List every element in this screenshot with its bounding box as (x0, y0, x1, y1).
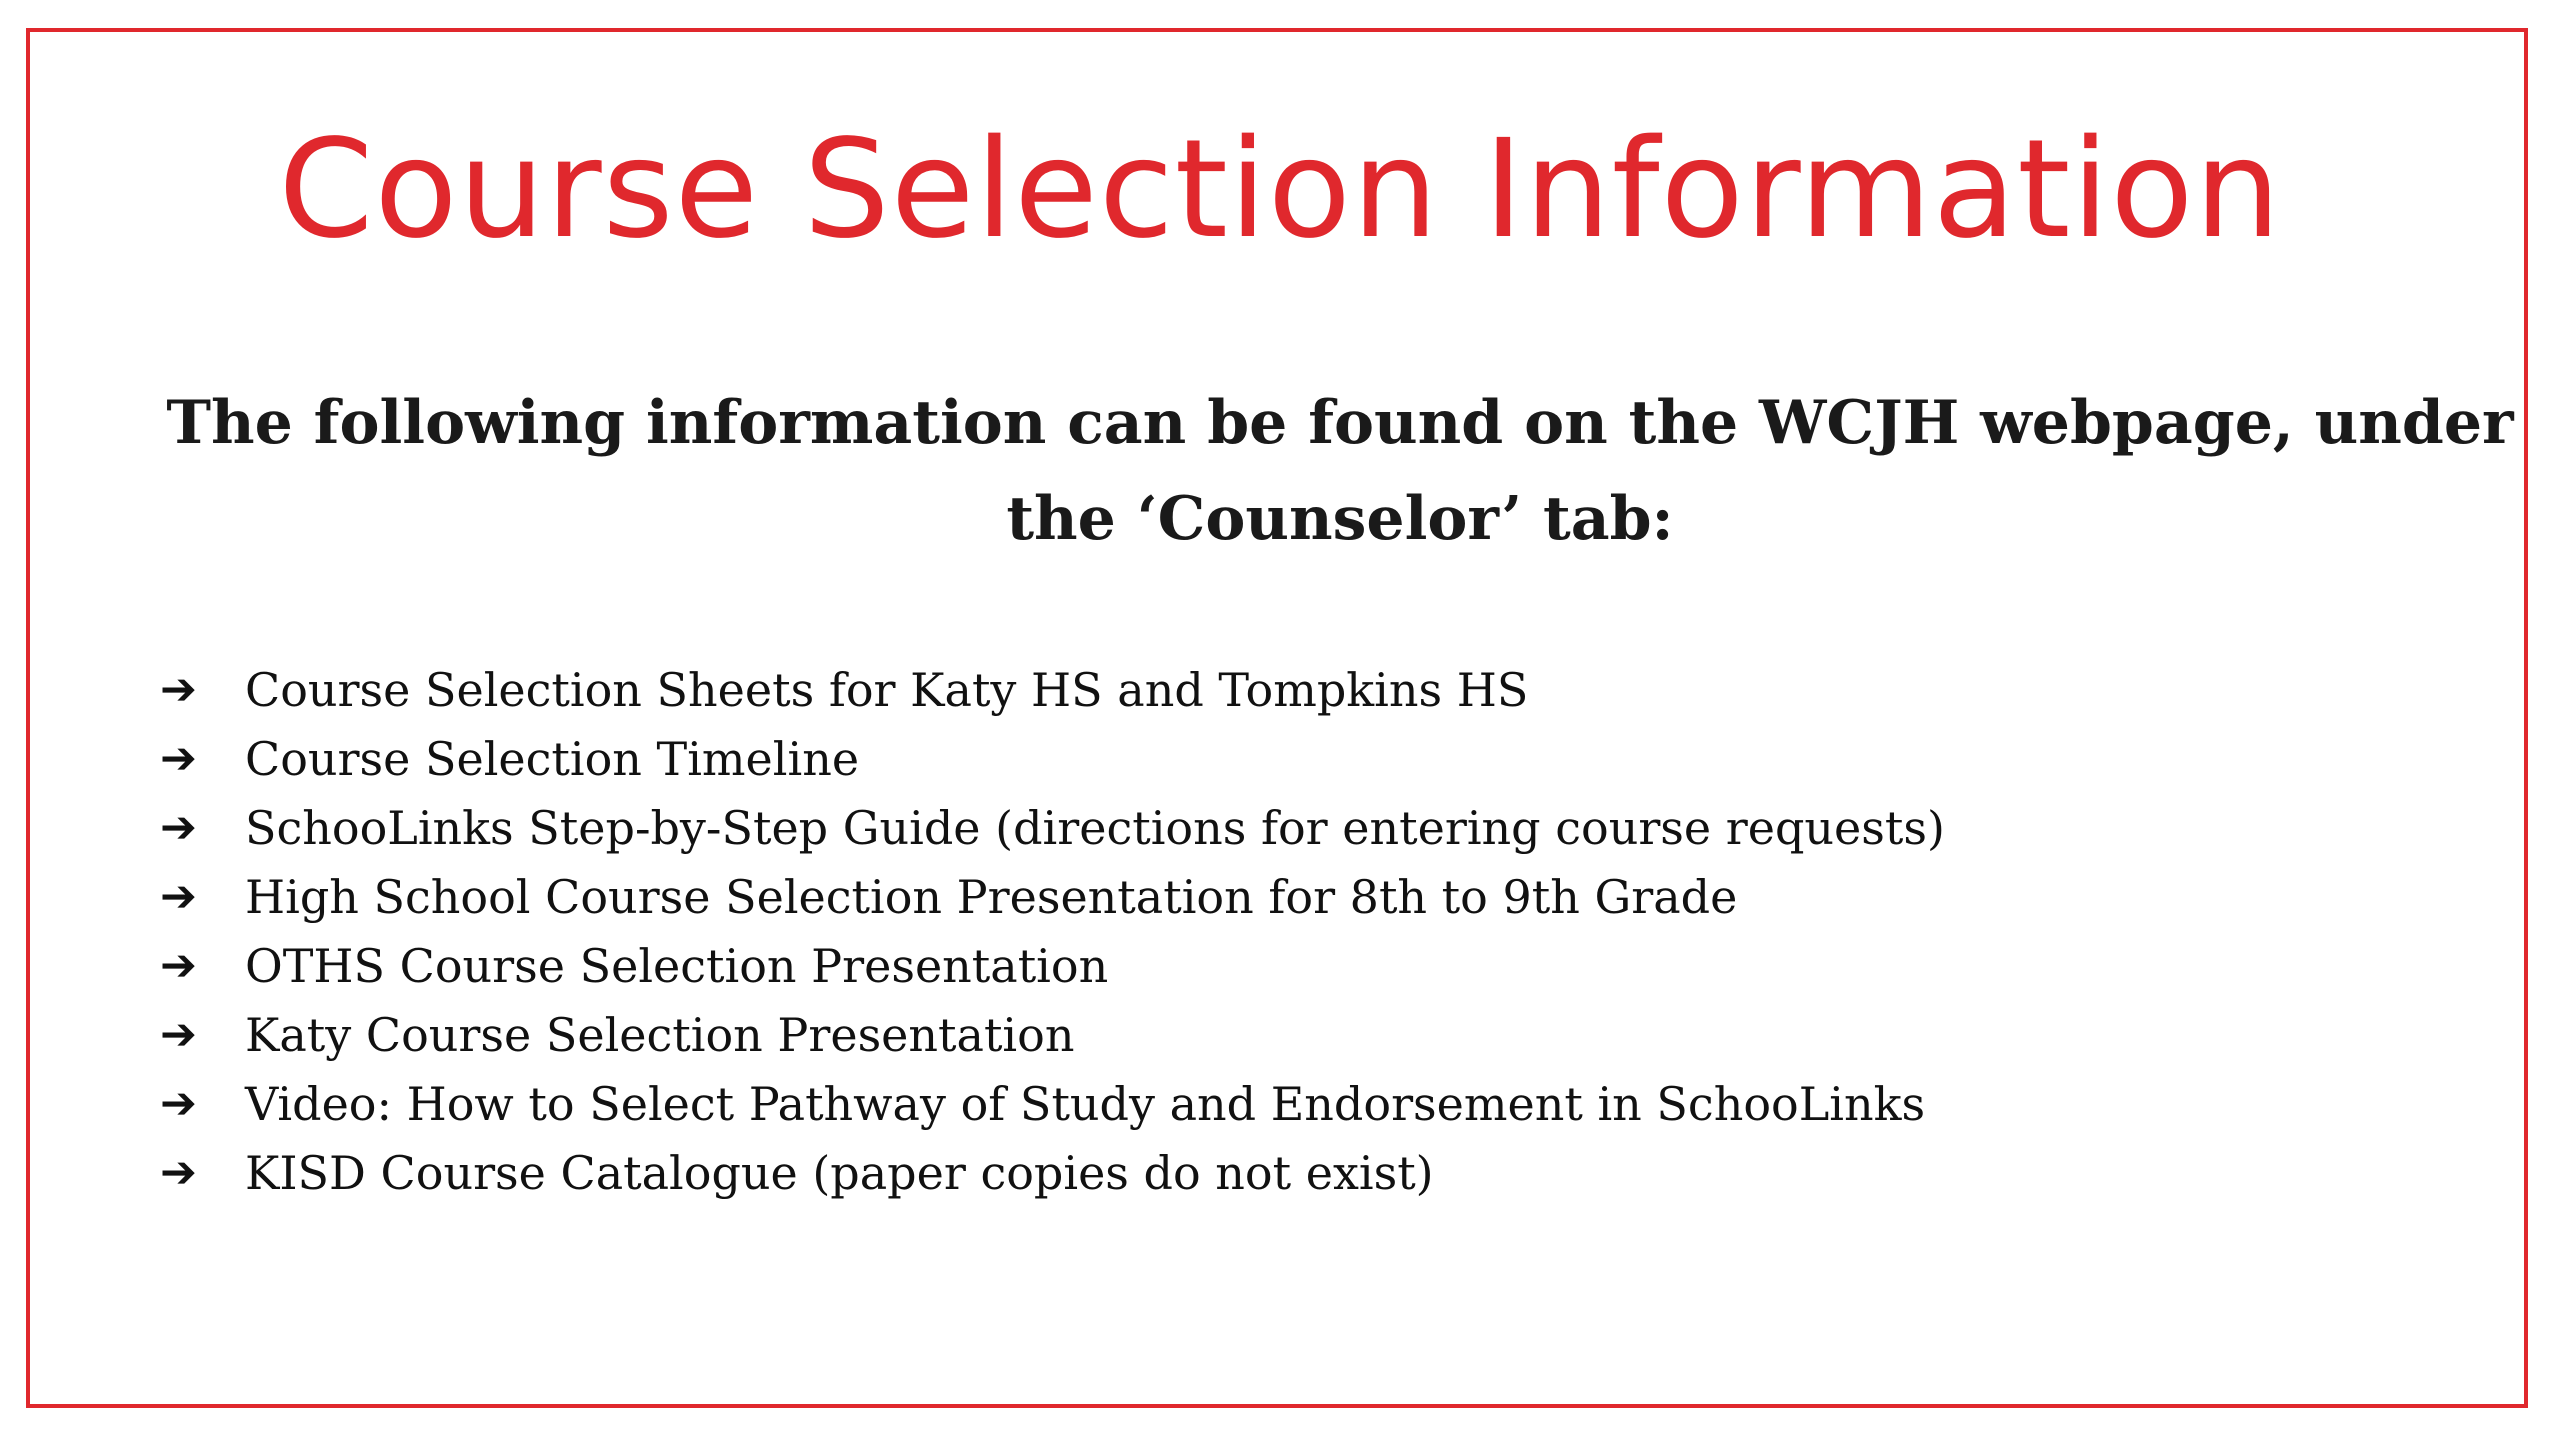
list-item (160, 862, 2410, 931)
slide-title: Course Selection Information (278, 111, 2282, 269)
list-item-label: High School Course Selection Presentation for 8th to 9th Grade (245, 869, 1738, 924)
arrow-right-icon: ➔ (160, 664, 197, 715)
arrow-right-icon: ➔ (160, 1078, 197, 1129)
list-item (160, 1138, 2410, 1207)
arrow-right-icon: ➔ (160, 802, 197, 853)
resource-list (160, 655, 2410, 1207)
list-item-label: OTHS Course Selection Presentation (245, 938, 1109, 993)
list-item-label: Course Selection Timeline (245, 731, 860, 786)
arrow-right-icon: ➔ (160, 733, 197, 784)
list-item (160, 1069, 2410, 1138)
list-item (160, 724, 2410, 793)
list-item (160, 655, 2410, 724)
list-item (160, 793, 2410, 862)
list-item-label: Video: How to Select Pathway of Study and Endorsement in SchooLinks (245, 1076, 1926, 1131)
list-item (160, 1000, 2410, 1069)
arrow-right-icon: ➔ (160, 871, 197, 922)
list-item-label: Course Selection Sheets for Katy HS and Tompkins HS (245, 662, 1529, 717)
list-item-label: KISD Course Catalogue (paper copies do not exist) (245, 1145, 1434, 1200)
list-item-label: SchooLinks Step-by-Step Guide (directions for entering course requests) (245, 800, 1945, 855)
list-item (160, 931, 2410, 1000)
slide-subtitle: The following information can be found on the WCJH webpage, under the ‘Counselor’ tab: (166, 388, 2514, 554)
arrow-right-icon: ➔ (160, 940, 197, 991)
list-item-label: Katy Course Selection Presentation (245, 1007, 1075, 1062)
arrow-right-icon: ➔ (160, 1147, 197, 1198)
arrow-right-icon: ➔ (160, 1009, 197, 1060)
